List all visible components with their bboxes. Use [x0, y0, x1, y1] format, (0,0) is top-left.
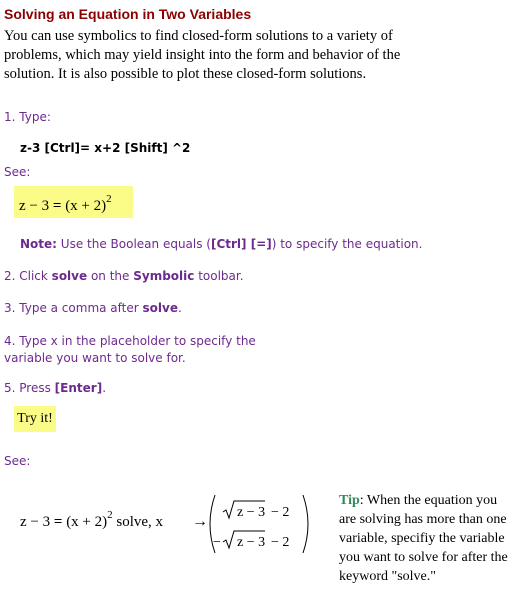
equation-1-equals: =	[52, 198, 62, 214]
note	[20, 237, 422, 251]
try-it-button[interactable]: Try it!	[14, 406, 56, 432]
equation-2-solve-op: solve, x	[116, 514, 164, 530]
intro-line: You can use symbolics to find closed-form solutions to a variety of	[4, 28, 393, 44]
step-5-prefix: 5. Press	[4, 381, 55, 395]
tip-line-1-text: : When the equation you	[359, 493, 498, 508]
solution-2-sign: −	[213, 535, 221, 550]
equation-2-lhs: z − 3	[20, 514, 51, 530]
step-2-mid: on the	[87, 269, 134, 283]
step-5-suffix: .	[102, 381, 107, 395]
note-label: Note:	[20, 237, 57, 251]
equation-1-highlight	[14, 186, 133, 218]
page-title: Solving an Equation in Two Variables	[4, 6, 252, 22]
step-2-prefix: 2. Click	[4, 269, 52, 283]
solution-matrix	[207, 493, 313, 555]
step-4	[4, 333, 256, 367]
equation-1-lhs: z − 3	[19, 198, 50, 214]
step-2-solve-keyword: solve	[51, 269, 88, 283]
step-3-solve-keyword: solve	[142, 301, 178, 315]
step-1-code: z-3 [Ctrl]= x+2 [Shift] ^2	[20, 141, 191, 155]
step-2-symbolic-keyword: Symbolic	[133, 269, 195, 283]
tip-line: you want to solve for after the	[339, 550, 508, 565]
see-label-1: See:	[4, 165, 31, 179]
radical-1-text: z − 3	[237, 505, 266, 520]
step-5-enter-keyword: [Enter]	[54, 381, 103, 395]
equation-1-exponent: 2	[106, 193, 112, 205]
equation-2-exponent: 2	[107, 509, 113, 521]
tip-line: variable, specifiy the variable	[339, 531, 505, 546]
solution-2-tail: − 2	[271, 535, 290, 550]
intro-paragraph	[4, 27, 400, 84]
tip-line-1	[339, 491, 508, 510]
solution-1-tail: − 2	[271, 505, 290, 520]
equation-2-rhs: (x + 2)	[66, 514, 108, 530]
step-2	[4, 269, 244, 283]
equation-2-equals: =	[53, 514, 63, 530]
step-3	[4, 301, 182, 315]
tip-line: keyword "solve."	[339, 569, 436, 584]
equation-2	[20, 509, 164, 531]
step-2-suffix: toolbar.	[194, 269, 244, 283]
note-text-before: Use the Boolean equals (	[60, 237, 211, 251]
radical-2-text: z − 3	[237, 535, 266, 550]
step-4-line: 4. Type x in the placeholder to specify the	[4, 334, 256, 348]
intro-line: problems, which may yield insight into the form and behavior of the	[4, 47, 401, 63]
step-4-line: variable you want to solve for.	[4, 351, 186, 365]
step-1-label: 1. Type:	[4, 110, 51, 124]
note-key: [Ctrl] [=]	[210, 237, 272, 251]
equation-1-rhs: (x + 2)	[65, 198, 107, 214]
note-text-after: ) to specify the equation.	[271, 237, 423, 251]
intro-line: solution. It is also possible to plot these closed-form solutions.	[4, 66, 367, 82]
tip-label: Tip	[339, 493, 360, 508]
tip-box	[339, 491, 508, 586]
see-label-2: See:	[4, 454, 31, 468]
step-3-suffix: .	[177, 301, 182, 315]
arrow-icon: →	[192, 513, 208, 530]
right-paren	[303, 495, 308, 553]
tip-line: are solving has more than one	[339, 512, 507, 527]
step-3-prefix: 3. Type a comma after	[4, 301, 143, 315]
step-5	[4, 381, 106, 395]
